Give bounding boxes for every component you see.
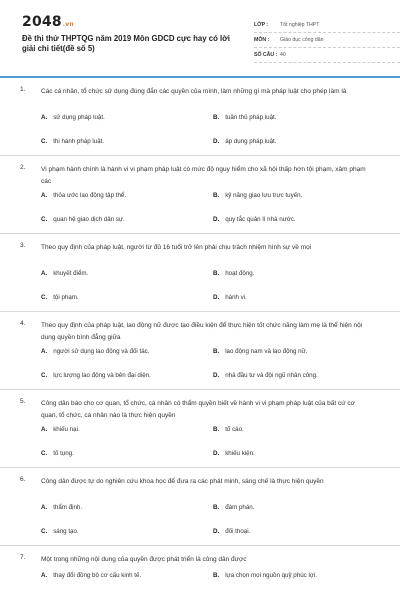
option-c[interactable] <box>41 294 79 301</box>
option-b[interactable] <box>213 192 302 199</box>
option-letter: B. <box>213 348 220 355</box>
option-text: người sử dụng lao động và đối tác. <box>53 348 150 355</box>
question-number: 1. <box>20 86 26 93</box>
meta-row-subject <box>254 33 400 48</box>
option-letter: C. <box>41 294 48 301</box>
option-letter: B. <box>213 504 220 511</box>
option-text: tuân thủ pháp luật. <box>225 114 277 121</box>
option-text: thẩm định. <box>53 504 83 511</box>
option-c[interactable] <box>41 138 104 145</box>
option-letter: B. <box>213 426 220 433</box>
option-text: đối thoại. <box>225 528 251 535</box>
question-number: 2. <box>20 164 26 171</box>
question-number: 7. <box>20 554 26 561</box>
option-text: thỏa ước lao động tập thể. <box>53 192 127 199</box>
option-c[interactable] <box>41 450 74 457</box>
question-number: 6. <box>20 476 26 483</box>
logo-text: 2048 <box>22 14 62 30</box>
option-letter: A. <box>41 504 48 511</box>
option-letter: D. <box>213 372 220 379</box>
option-text: lao động nam và lao động nữ. <box>225 348 308 355</box>
question-item <box>0 234 400 312</box>
option-text: tố cáo. <box>225 426 244 433</box>
option-a[interactable] <box>41 572 141 579</box>
option-letter: A. <box>41 348 48 355</box>
option-letter: B. <box>213 270 220 277</box>
question-item <box>0 468 400 546</box>
option-letter: C. <box>41 372 48 379</box>
question-text: Một trong những nội dung của quyền được phát triển là công dân được <box>41 556 247 563</box>
meta-key: MÔN : <box>254 37 270 43</box>
exam-meta-table <box>254 18 400 63</box>
option-b[interactable] <box>213 348 307 355</box>
option-letter: A. <box>41 426 48 433</box>
option-b[interactable] <box>213 572 317 579</box>
meta-row-question-count <box>254 48 400 63</box>
question-text: Vi phạm hành chính là hành vi vi phạm pháp luật có mức độ nguy hiểm cho xã hội thấp hơn tội phạm, xâm phạm các <box>41 166 366 185</box>
logo-suffix: .vn <box>62 21 74 28</box>
option-letter: A. <box>41 192 48 199</box>
option-letter: B. <box>213 114 220 121</box>
option-text: thi hành pháp luật. <box>53 138 105 145</box>
option-a[interactable] <box>41 270 88 277</box>
option-c[interactable] <box>41 216 125 223</box>
option-b[interactable] <box>213 114 276 121</box>
option-d[interactable] <box>213 528 250 535</box>
option-letter: A. <box>41 572 48 579</box>
meta-value: Tốt nghiệp THPT <box>280 22 320 28</box>
question-number: 5. <box>20 398 26 405</box>
question-item <box>0 78 400 156</box>
question-text: Theo quy định của pháp luật, lao động nữ được tạo điều kiện để thực hiện tốt chức năng làm mẹ là thể hiện nội dung quyền bình đẳng giữa <box>41 322 363 341</box>
option-letter: B. <box>213 572 220 579</box>
question-item <box>0 312 400 390</box>
option-d[interactable] <box>213 138 276 145</box>
option-letter: D. <box>213 528 220 535</box>
meta-key: LỚP : <box>254 22 269 28</box>
question-number: 3. <box>20 242 26 249</box>
option-text: hoạt động. <box>225 270 255 277</box>
option-a[interactable] <box>41 348 149 355</box>
meta-value: 40 <box>280 52 286 58</box>
option-text: khiếu kiện. <box>225 450 255 457</box>
option-text: lựa chọn mọi nguồn quỹ phúc lợi. <box>225 572 317 579</box>
option-text: khiếu nại. <box>53 426 80 433</box>
meta-row-class <box>254 18 400 33</box>
option-a[interactable] <box>41 504 82 511</box>
option-a[interactable] <box>41 426 80 433</box>
option-b[interactable] <box>213 426 244 433</box>
option-d[interactable] <box>213 216 296 223</box>
option-d[interactable] <box>213 450 255 457</box>
option-text: sáng tạo. <box>53 528 79 535</box>
option-b[interactable] <box>213 270 254 277</box>
option-letter: C. <box>41 450 48 457</box>
option-d[interactable] <box>213 372 318 379</box>
site-logo[interactable] <box>22 14 74 30</box>
option-text: quy tắc quản lí nhà nước. <box>225 216 296 223</box>
option-text: quan hệ giao dịch dân sự. <box>53 216 125 223</box>
meta-value: Giáo dục công dân <box>280 37 324 43</box>
option-letter: C. <box>41 528 48 535</box>
question-number: 4. <box>20 320 26 327</box>
option-text: thay đổi đồng bộ cơ cấu kinh tế. <box>53 572 142 579</box>
option-text: khuyết điểm. <box>53 270 89 277</box>
option-letter: A. <box>41 114 48 121</box>
option-text: lực lượng lao động và bên đại diện. <box>53 372 151 379</box>
option-b[interactable] <box>213 504 254 511</box>
option-text: tố tụng. <box>53 450 74 457</box>
question-text: Công dân báo cho cơ quan, tổ chức, cá nhân có thẩm quyền biết về hành vi vi phạm pháp luật của bất cứ cơ quan, tổ chức, cá nhân nào là thực hiện quyền <box>41 400 355 419</box>
option-letter: C. <box>41 216 48 223</box>
option-c[interactable] <box>41 528 79 535</box>
option-text: sử dụng pháp luật. <box>53 114 105 121</box>
option-letter: A. <box>41 270 48 277</box>
question-text: Theo quy định của pháp luật, người từ đủ 16 tuổi trở lên phải chịu trách nhiệm hình sự về mọi <box>41 244 312 251</box>
page-header <box>22 14 384 66</box>
option-text: áp dụng pháp luật. <box>225 138 277 145</box>
option-letter: D. <box>213 450 220 457</box>
option-letter: D. <box>213 294 220 301</box>
question-list <box>0 78 400 600</box>
meta-key: SỐ CÂU : <box>254 52 278 58</box>
option-letter: B. <box>213 192 220 199</box>
option-letter: D. <box>213 138 220 145</box>
option-text: kỹ năng giao lưu trực tuyến. <box>225 192 303 199</box>
option-letter: C. <box>41 138 48 145</box>
question-item <box>0 390 400 468</box>
option-text: đàm phán. <box>225 504 255 511</box>
option-a[interactable] <box>41 114 105 121</box>
option-letter: D. <box>213 216 220 223</box>
option-c[interactable] <box>41 372 151 379</box>
option-text: hành vi. <box>225 294 247 301</box>
option-d[interactable] <box>213 294 247 301</box>
option-text: tội phạm. <box>53 294 79 301</box>
option-text: nhà đầu tư và đội ngũ nhân công. <box>225 372 318 379</box>
question-item <box>0 546 400 600</box>
exam-title: Đề thi thử THPTQG năm 2019 Môn GDCD cực hay có lời giải chi tiết(đề số 5) <box>22 34 230 53</box>
question-item <box>0 156 400 234</box>
question-text: Các cá nhân, tổ chức sử dụng đúng đắn các quyền của mình, làm những gì mà pháp luật cho phép làm là <box>41 88 347 95</box>
option-a[interactable] <box>41 192 126 199</box>
question-text: Công dân được tự do nghiên cứu khoa học để đưa ra các phát minh, sáng chế là thực hiện quyền <box>41 478 324 485</box>
